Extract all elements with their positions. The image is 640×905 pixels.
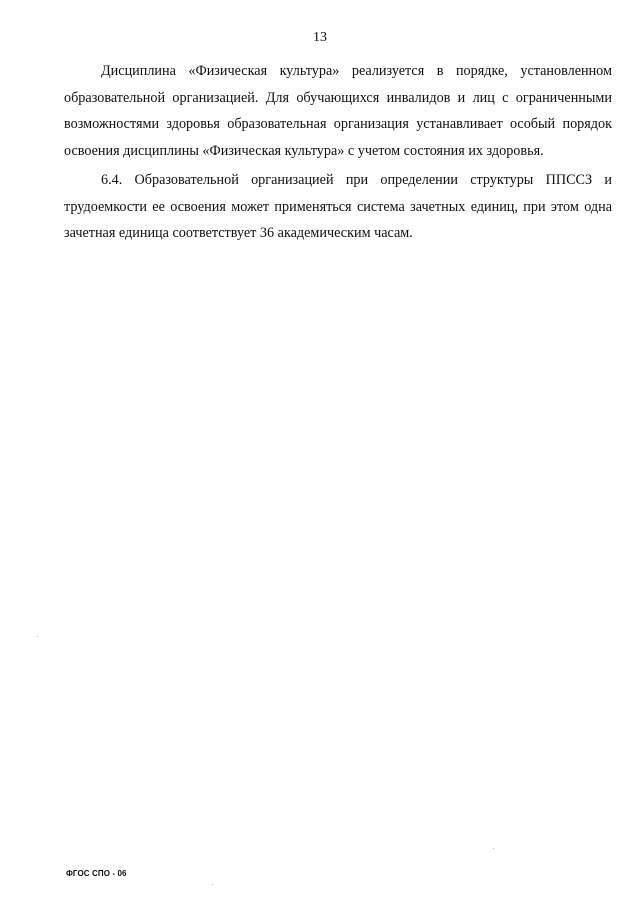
document-body <box>64 58 612 247</box>
page-number: 13 <box>313 30 327 45</box>
paragraph-physical-education: Дисциплина «Физическая культура» реализуется в порядке, установленном образовательной организацией. Для обучающихся инвалидов и лиц с ограниченными возможностями здоровья образовательная организация устанавливает особый порядок освоения дисциплины «Физическая культура» с учетом состояния их здоровья. <box>64 63 612 159</box>
scan-speck <box>37 636 38 637</box>
scan-speck <box>493 848 494 849</box>
paragraph-6-4-credit-units: 6.4. Образовательной организацией при определении структуры ППССЗ и трудоемкости ее освоения может применяться система зачетных единиц, при этом одна зачетная единица соответствует 36 академическим часам. <box>64 172 612 241</box>
scan-speck <box>212 884 213 885</box>
document-footer-code: ФГОС СПО - 06 <box>66 869 127 878</box>
